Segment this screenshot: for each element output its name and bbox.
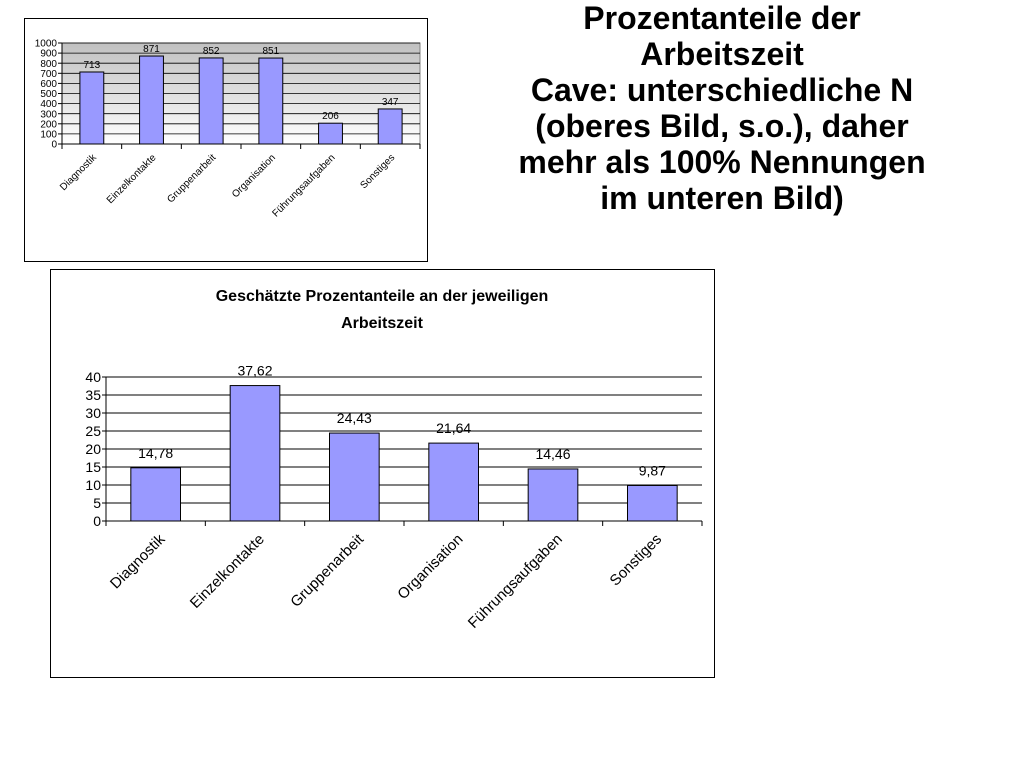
category-label: Sonstiges: [358, 152, 398, 192]
y-tick-label: 800: [40, 58, 57, 70]
y-tick-label: 30: [85, 405, 101, 422]
top-bar-chart-svg: [25, 19, 427, 261]
category-label: Gruppenarbeit: [287, 530, 368, 611]
data-label: 14,46: [535, 445, 571, 462]
category-label: Organisation: [394, 530, 467, 603]
bottom-bar-chart-svg: [51, 270, 714, 677]
y-tick-label: 100: [40, 129, 57, 141]
chart-title: Arbeitszeit: [341, 315, 423, 332]
data-label: 21,64: [436, 420, 472, 437]
y-tick-label: 1000: [34, 38, 57, 50]
y-tick-label: 5: [93, 495, 101, 512]
bottom-bar-chart: [50, 269, 715, 678]
y-tick-label: 600: [40, 79, 57, 90]
category-label: Führungsaufgaben: [464, 530, 566, 632]
data-label: 713: [83, 59, 101, 71]
y-tick-label: 300: [40, 109, 57, 121]
bar: [140, 56, 164, 144]
bar: [378, 109, 402, 144]
chart-title: Geschätzte Prozentanteile an der jeweiligen: [215, 288, 549, 305]
data-label: 851: [262, 46, 280, 58]
data-label: 9,87: [638, 462, 666, 479]
category-label: Führungsaufgaben: [270, 152, 338, 220]
category-label: Gruppenarbeit: [165, 152, 219, 206]
slide-title-line: Prozentanteile der: [583, 0, 861, 36]
slide-title-line: im unteren Bild): [600, 180, 844, 216]
bar: [80, 72, 104, 144]
y-tick-label: 40: [85, 369, 101, 386]
bar: [319, 123, 343, 144]
slide-title: [452, 0, 992, 216]
bar: [628, 485, 678, 521]
y-tick-label: 400: [40, 99, 57, 111]
slide-title-line: mehr als 100% Nennungen: [518, 144, 926, 180]
y-tick-label: 0: [51, 139, 57, 151]
bar: [330, 433, 380, 521]
y-tick-label: 10: [85, 477, 101, 494]
y-tick-label: 25: [85, 423, 101, 440]
category-label: Organisation: [230, 152, 278, 201]
bar: [199, 58, 223, 144]
y-tick-label: 0: [93, 513, 101, 530]
top-bar-chart: [24, 18, 428, 262]
data-label: 24,43: [336, 410, 372, 427]
category-label: Sonstiges: [606, 530, 666, 590]
data-label: 37,62: [237, 362, 273, 379]
bar: [131, 468, 181, 521]
data-label: 871: [143, 44, 160, 56]
category-label: Diagnostik: [58, 152, 99, 194]
bar: [259, 58, 283, 144]
category-label: Einzelkontakte: [104, 152, 159, 207]
slide-title-line: (oberes Bild, s.o.), daher: [535, 108, 909, 144]
y-tick-label: 200: [40, 119, 57, 131]
y-tick-label: 35: [85, 387, 101, 404]
data-label: 347: [381, 96, 399, 108]
slide-title-line: Cave: unterschiedliche N: [530, 72, 914, 108]
bar: [429, 443, 479, 521]
slide-title-line: Arbeitszeit: [640, 36, 804, 72]
bar: [528, 469, 578, 521]
y-tick-label: 15: [85, 459, 101, 476]
data-label: 14,78: [138, 444, 174, 461]
category-label: Diagnostik: [106, 530, 169, 593]
data-label: 206: [322, 111, 339, 123]
y-tick-label: 700: [40, 68, 57, 80]
y-tick-label: 20: [85, 441, 101, 458]
y-tick-label: 900: [40, 48, 57, 60]
bar: [230, 386, 280, 521]
category-label: Einzelkontakte: [186, 530, 268, 612]
data-label: 852: [202, 45, 220, 57]
y-tick-label: 500: [40, 89, 57, 101]
